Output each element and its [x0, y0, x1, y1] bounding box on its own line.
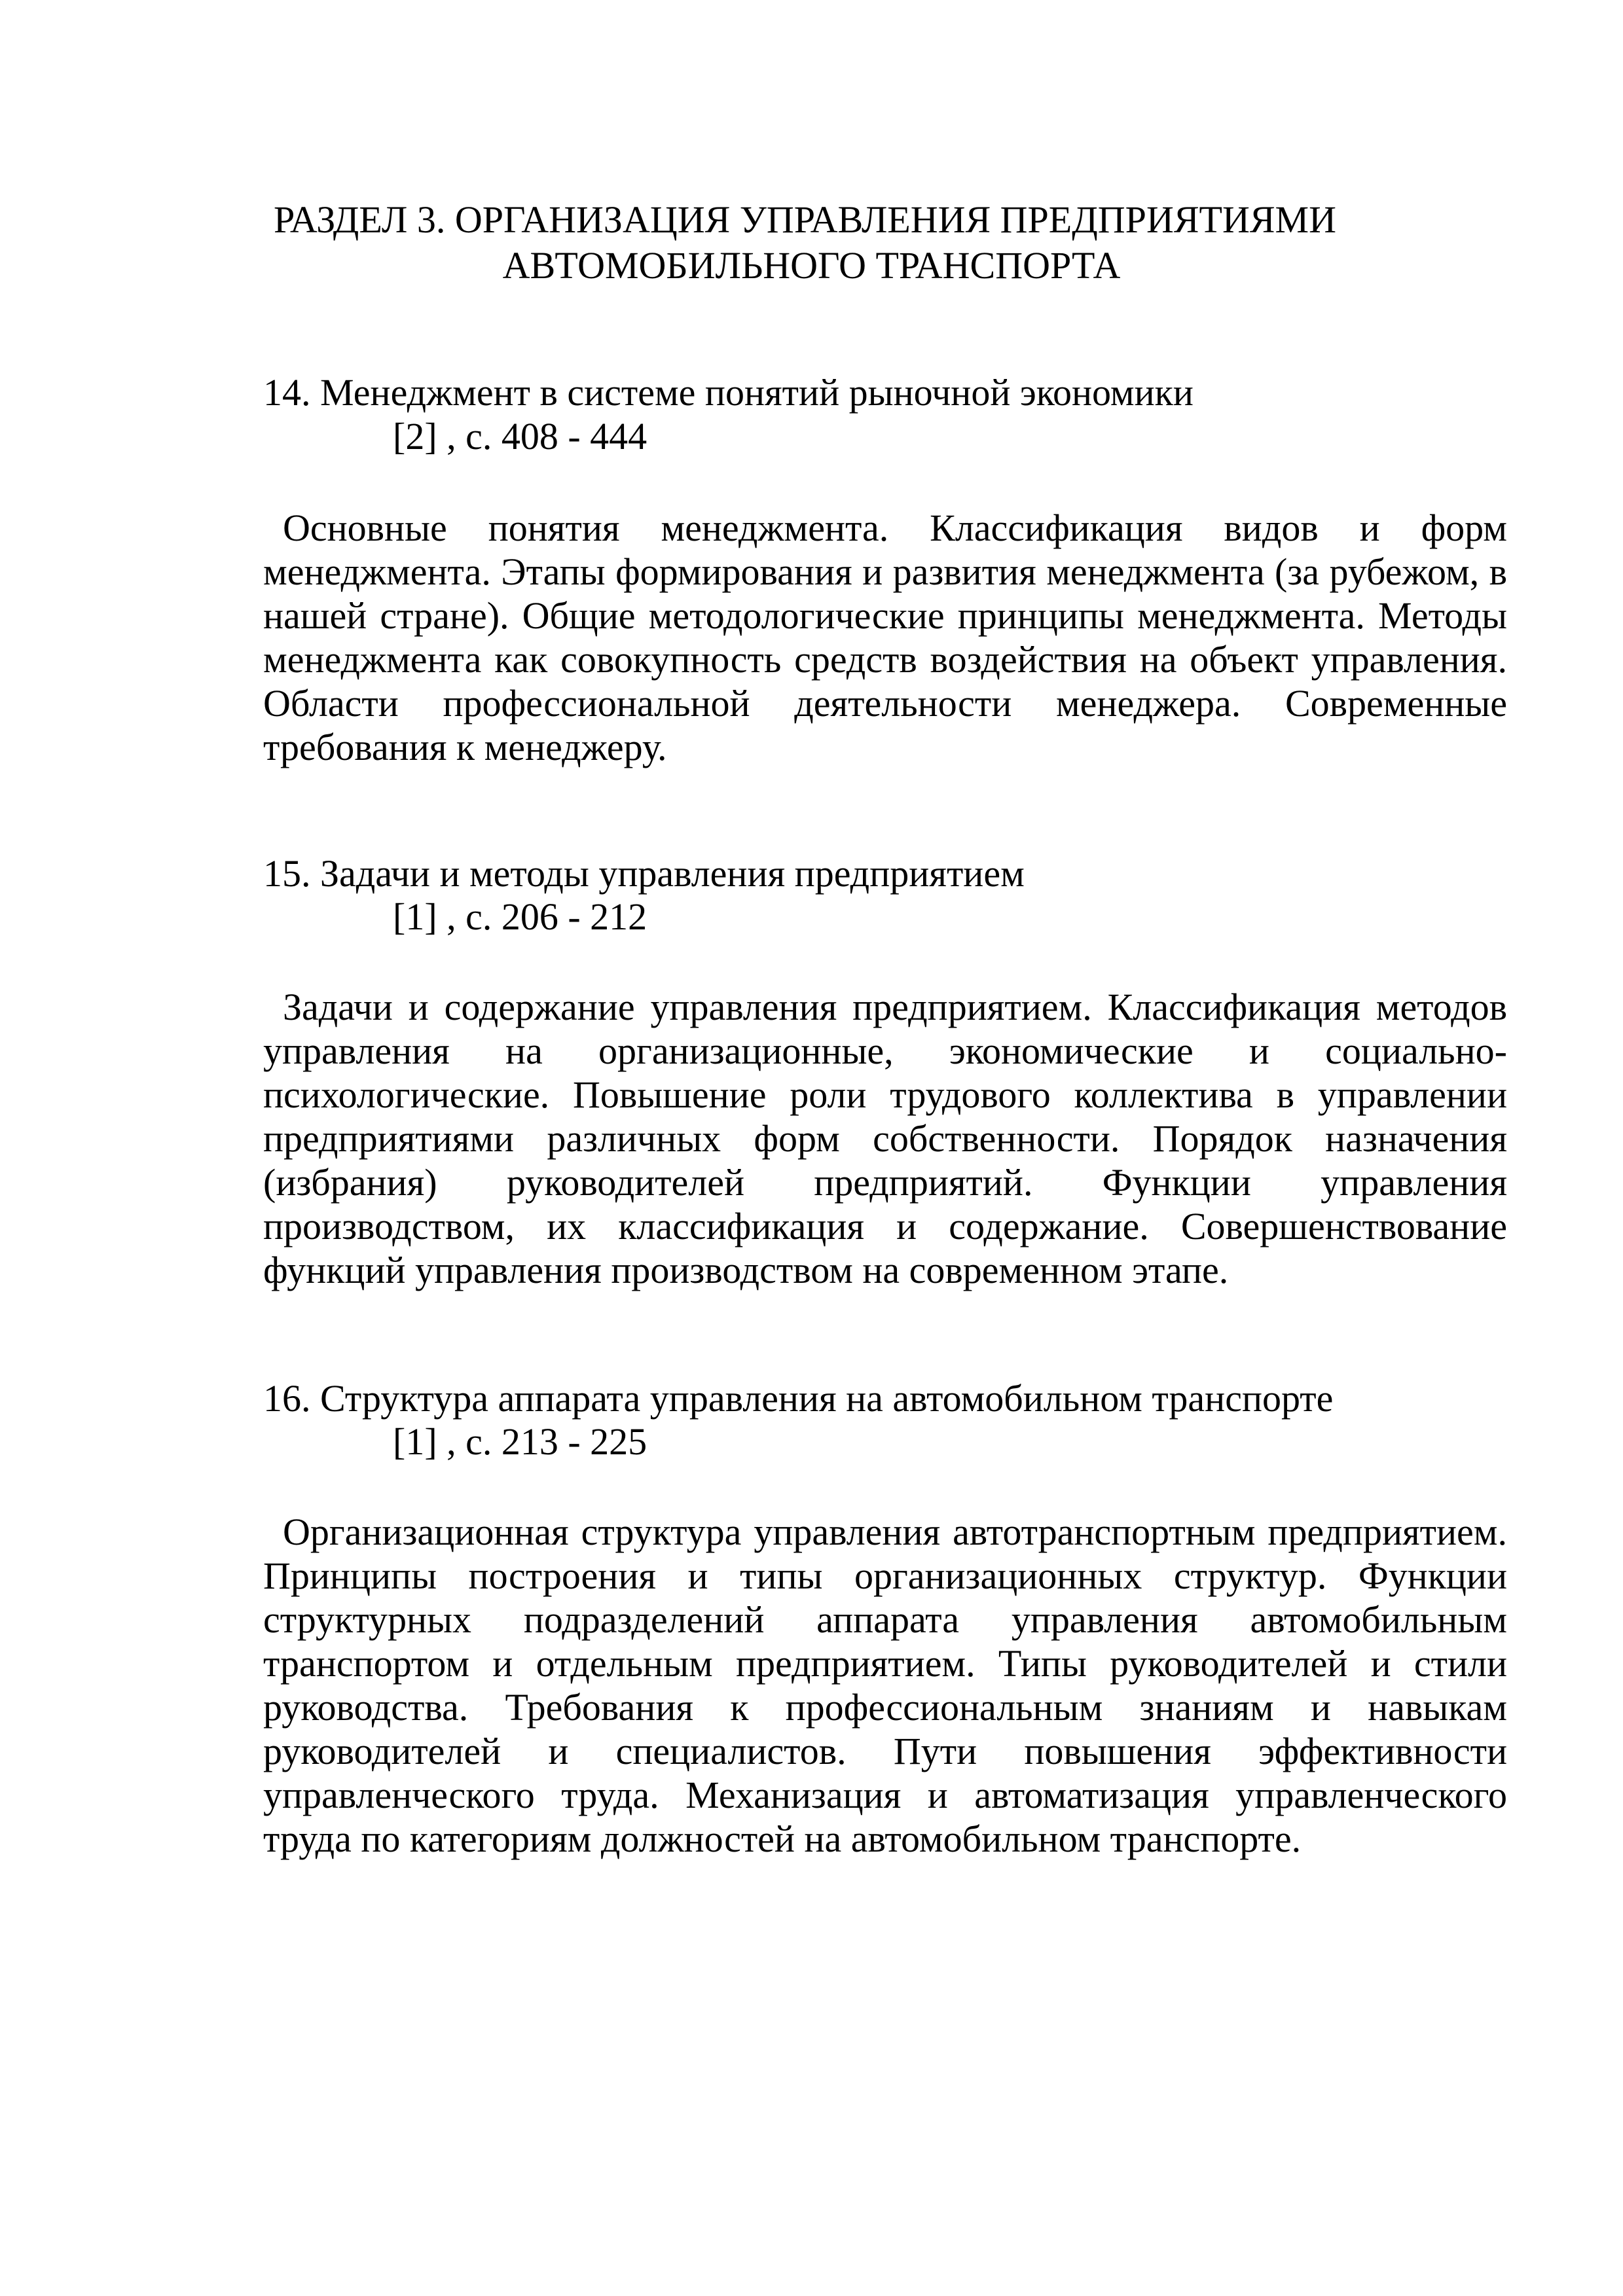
- topic-14-reference: [2] , с. 408 - 444: [393, 415, 647, 457]
- topic-15-body: Задачи и содержание управления предприятием. Классификация методов управления на организационные, экономические и социально-психологические. Повышение роли трудового коллектива в управлении предприятиями различных форм собственности. Порядок назначения (избрания) руководителей предприятий. Функции управления производством, их классификация и содержание. Совершенствование функций управления производством на современном этапе.: [263, 986, 1507, 1291]
- topic-15-title: 15. Задачи и методы управления предприятием: [263, 852, 1025, 895]
- section-heading-line2: АВТОМОБИЛЬНОГО ТРАНСПОРТА: [502, 244, 1121, 287]
- topic-16-body: Организационная структура управления автотранспортным предприятием. Принципы построения и типы организационных структур. Функции структурных подразделений аппарата управления автомобильным транспортом и отдельным предприятием. Типы руководителей и стили руководства. Требования к профессиональным знаниям и навыкам руководителей и специалистов. Пути повышения эффективности управленческого труда. Механизация и автоматизация управленческого труда по категориям должностей на автомобильном транспорте.: [263, 1511, 1507, 1860]
- topic-15-reference: [1] , с. 206 - 212: [393, 895, 647, 938]
- topic-16-reference: [1] , с. 213 - 225: [393, 1420, 647, 1463]
- section-heading-line1: РАЗДЕЛ 3. ОРГАНИЗАЦИЯ УПРАВЛЕНИЯ ПРЕДПРИЯТИЯМИ: [274, 198, 1336, 241]
- topic-14-body: Основные понятия менеджмента. Классификация видов и форм менеджмента. Этапы формирования и развития менеджмента (за рубежом, в нашей стране). Общие методологические принципы менеджмента. Методы менеджмента как совокупность средств воздействия на объект управления. Области профессиональной деятельности менеджера. Современные требования к менеджеру.: [263, 507, 1507, 768]
- topic-14-title: 14. Менеджмент в системе понятий рыночной экономики: [263, 371, 1194, 414]
- topic-16-title: 16. Структура аппарата управления на автомобильном транспорте: [263, 1377, 1334, 1420]
